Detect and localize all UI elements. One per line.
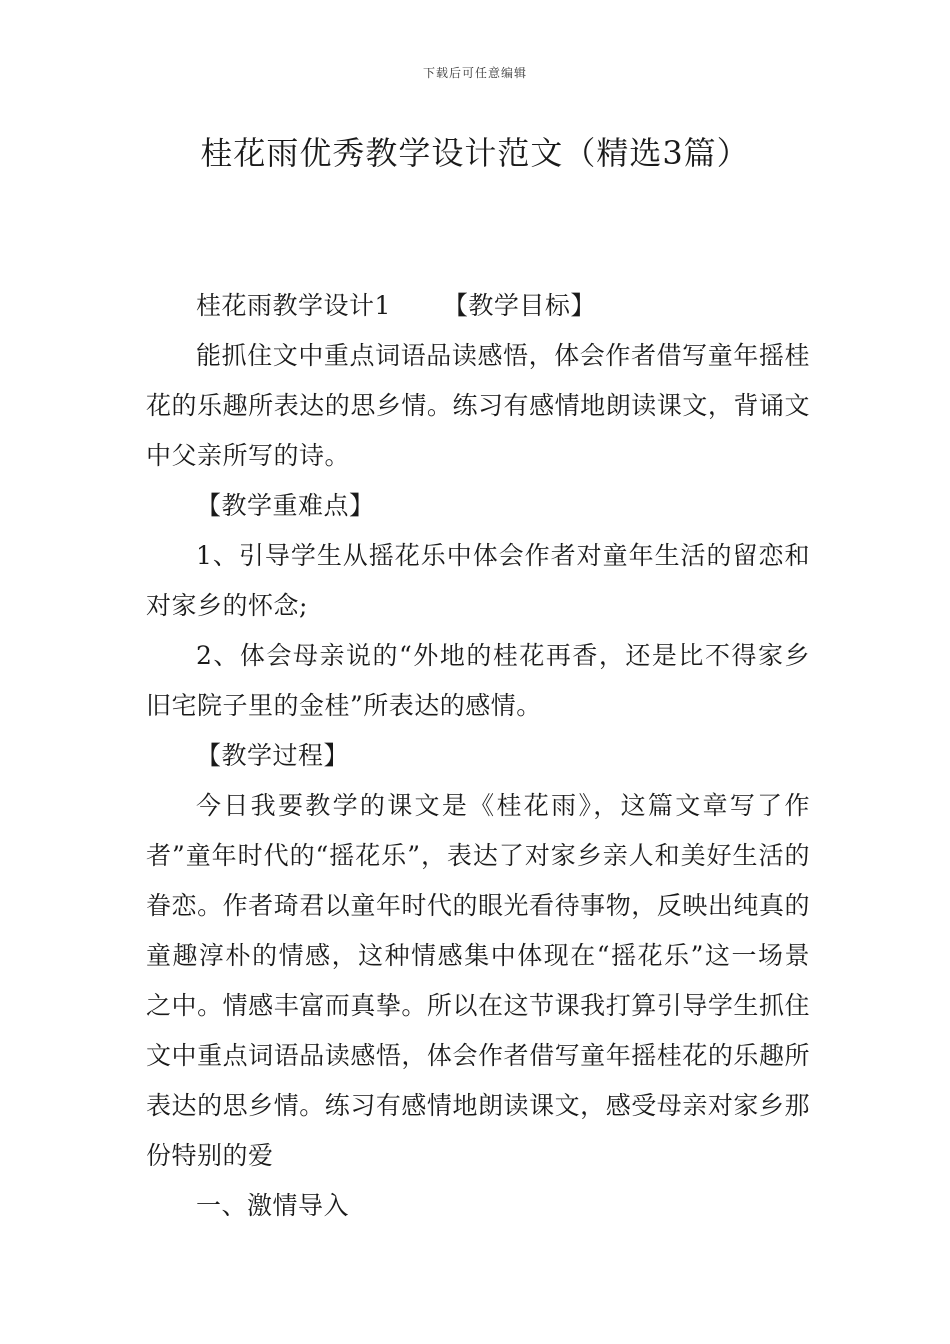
paragraph-difficulty-2: 2、体会母亲说的“外地的桂花再香，还是比不得家乡旧宅院子里的金桂”所表达的感情。 [146,641,810,720]
heading-teaching-goals: 【教学目标】 [442,291,596,320]
document-title: 桂花雨优秀教学设计范文（精选3篇） [200,134,750,172]
heading-key-difficulties: 【教学重难点】 [196,491,375,520]
document-body [146,281,810,1231]
section-subtitle-row [146,281,810,331]
paragraph-difficulty-1: 1、引导学生从摇花乐中体会作者对童年生活的留恋和对家乡的怀念; [146,541,810,620]
heading-step-1: 一、激情导入 [196,1191,350,1220]
section-title: 桂花雨教学设计1 [196,291,391,320]
page-header-note: 下载后可任意编辑 [422,66,527,80]
paragraph-process-intro: 今日我要教学的课文是《桂花雨》，这篇文章写了作者”童年时代的“摇花乐”，表达了对家乡亲人和美好生活的眷恋。作者琦君以童年时代的眼光看待事物，反映出纯真的童趣淳朴的情感，这种情感集中体现在“摇花乐”这一场景之中。情感丰富而真挚。所以在这节课我打算引导学生抓住文中重点词语品读感悟，体会作者借写童年摇桂花的乐趣所表达的思乡情。练习有感情地朗读课文，感受母亲对家乡那份特别的爱 [146,791,810,1170]
paragraph-goals: 能抓住文中重点词语品读感悟，体会作者借写童年摇桂花的乐趣所表达的思乡情。练习有感情地朗读课文，背诵文中父亲所写的诗。 [146,341,810,470]
heading-teaching-process: 【教学过程】 [196,741,350,770]
